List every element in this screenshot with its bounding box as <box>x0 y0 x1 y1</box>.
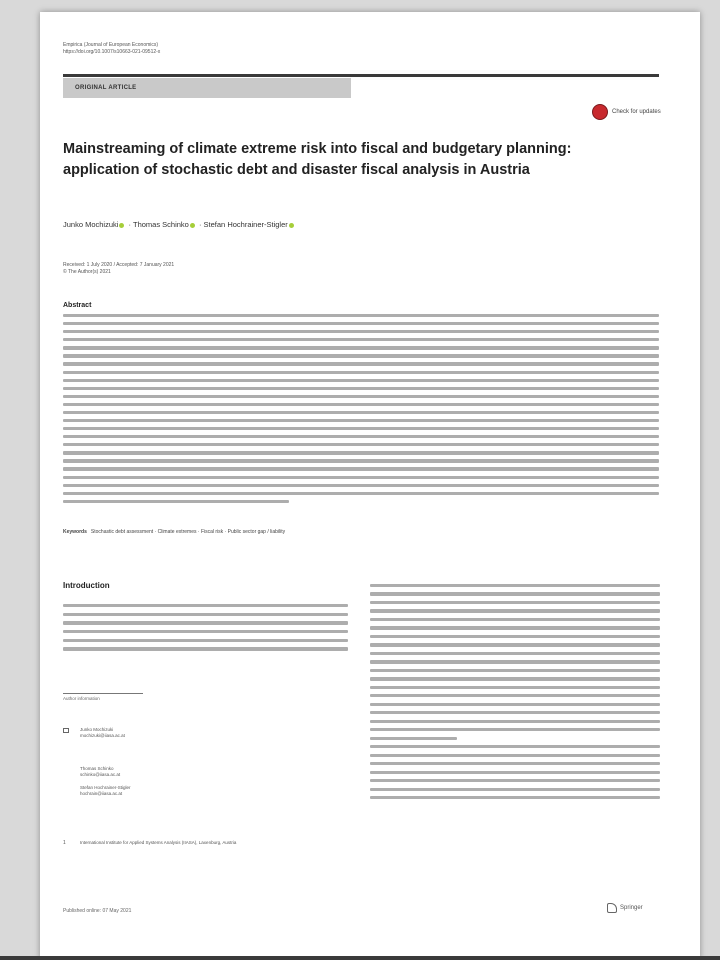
keywords-text: Stochastic debt assessment · Climate extremes · Fiscal risk · Public sector gap / liability <box>90 529 286 535</box>
crossmark-button[interactable] <box>592 104 661 120</box>
author-list: Junko Mochizuki · Thomas Schinko · Stefan Hochrainer-Stigler <box>63 220 296 229</box>
introduction-heading: Introduction <box>63 581 110 590</box>
doi-line[interactable]: https://doi.org/10.1007/s10663-021-09512-x <box>63 49 161 55</box>
header-rule <box>63 74 659 77</box>
orcid-icon[interactable] <box>119 223 124 228</box>
keywords-label: Keywords <box>63 529 87 535</box>
publisher-name: Springer <box>620 905 643 911</box>
keywords <box>63 529 285 535</box>
abstract-body <box>63 314 659 508</box>
abstract-heading: Abstract <box>63 302 92 309</box>
received-accepted: Received: 1 July 2020 / Accepted: 7 January 2021 <box>63 262 175 268</box>
crossmark-icon <box>592 104 608 120</box>
paper-title: Mainstreaming of climate extreme risk into fiscal and budgetary planning: application of stochastic debt and disaster fiscal analysis in Austria <box>63 141 572 178</box>
affiliation-2: Thomas Schinko schinko@iiasa.ac.at <box>80 766 121 777</box>
author-info-label: Author information <box>63 696 100 701</box>
journal-name: Empirica (Journal of European Economics) <box>63 42 159 48</box>
footnote-divider <box>63 693 143 694</box>
orcid-icon[interactable] <box>289 223 294 228</box>
intro-right-column <box>370 584 660 805</box>
crossmark-label: Check for updates <box>612 109 661 115</box>
publisher-logo <box>607 903 643 913</box>
author-name[interactable]: Junko Mochizuki <box>63 220 119 229</box>
paper-page <box>40 12 700 960</box>
author-name[interactable]: Stefan Hochrainer-Stigler <box>203 220 288 229</box>
footnote-marker: 1 <box>63 840 66 846</box>
copyright: © The Author(s) 2021 <box>63 269 111 275</box>
article-type-tag: ORIGINAL ARTICLE <box>63 78 351 98</box>
author-name[interactable]: Thomas Schinko <box>133 220 189 229</box>
institution-footnote: International Institute for Applied Systems Analysis (IIASA), Laxenburg, Austria <box>80 840 237 845</box>
mail-icon[interactable] <box>63 728 69 733</box>
affiliation-1: Junko Mochizuki mochizuki@iiasa.ac.at <box>80 727 125 738</box>
article-dates <box>63 262 174 276</box>
springer-horse-icon <box>607 903 617 913</box>
orcid-icon[interactable] <box>190 223 195 228</box>
intro-left-column <box>63 604 348 656</box>
viewer-bottom-bar <box>0 956 720 960</box>
journal-header <box>63 42 160 56</box>
published-date: Published online: 07 May 2021 <box>63 908 132 914</box>
affiliation-3: Stefan Hochrainer-Stigler hochrain@iiasa.ac.at <box>80 785 131 796</box>
